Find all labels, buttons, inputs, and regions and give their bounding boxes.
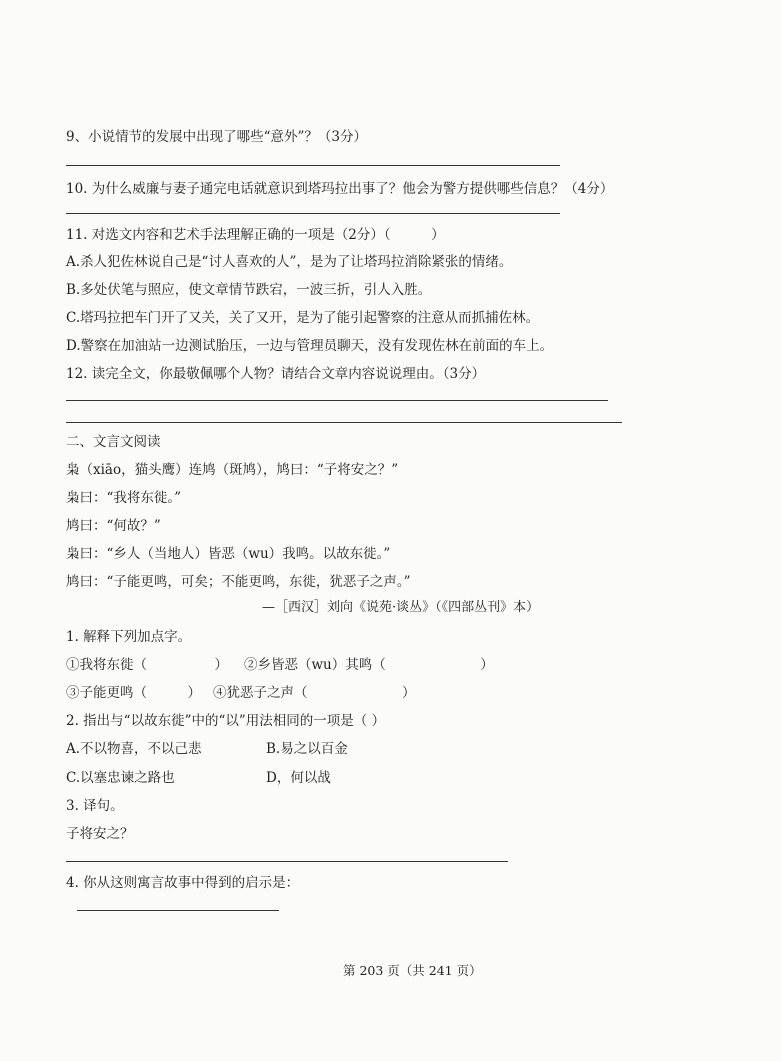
- s2-question-1: 1. 解释下列加点字。: [66, 629, 192, 645]
- q2-option-a[interactable]: A.不以物喜，不以己悲: [66, 741, 202, 757]
- s2-question-4: 4. 你从这则寓言故事中得到的启示是：: [66, 875, 300, 891]
- q1-item-1[interactable]: ①我将东徙（ ）: [66, 657, 228, 673]
- q11-option-d[interactable]: D.警察在加油站一边测试胎压，一边与管理员聊天，没有发现佐林在前面的车上。: [66, 338, 554, 354]
- answer-line-q12-1[interactable]: [66, 400, 608, 401]
- passage-line-5: 鸠曰：“子能更鸣，可矣；不能更鸣，东徙，犹恶子之声。”: [66, 574, 411, 590]
- q2-option-b[interactable]: B.易之以百金: [266, 741, 348, 757]
- q1-item-3[interactable]: ③子能更鸣（ ）: [66, 685, 201, 701]
- question-11: 11. 对选文内容和艺术手法理解正确的一项是（2分）（ ）: [66, 227, 445, 243]
- q1-item-4[interactable]: ④犹恶子之声（ ）: [213, 685, 416, 701]
- q1-item-2[interactable]: ②乡皆恶（wu）其鸣（ ）: [244, 657, 494, 673]
- passage-source: —［西汉］刘向《说苑·谈丛》（《四部丛刊》本）: [262, 600, 540, 615]
- section-heading: 二、文言文阅读: [66, 434, 161, 450]
- answer-line-q9[interactable]: [66, 165, 560, 166]
- q2-option-d[interactable]: D，何以战: [266, 770, 331, 786]
- answer-line-q10[interactable]: [66, 213, 560, 214]
- q11-option-b[interactable]: B.多处伏笔与照应，使文章情节跌宕，一波三折，引人入胜。: [66, 282, 432, 298]
- q11-option-c[interactable]: C.塔玛拉把车门开了又关，关了又开，是为了能引起警察的注意从而抓捕佐林。: [66, 310, 540, 326]
- q11-option-a[interactable]: A.杀人犯佐林说自己是“讨人喜欢的人”，是为了让塔玛拉消除紧张的情绪。: [66, 254, 513, 270]
- question-9: 9、小说情节的发展中出现了哪些“意外”？（3分）: [66, 129, 367, 145]
- s2-question-2: 2. 指出与“以故东徙”中的“以”用法相同的一项是（ ）: [66, 713, 386, 729]
- passage-line-4: 枭曰：“乡人（当地人）皆恶（wu）我鸣。以故东徙。”: [66, 546, 391, 562]
- q3-sentence: 子将安之？: [66, 826, 134, 842]
- passage-line-2: 枭曰：“我将东徙。”: [66, 490, 182, 506]
- q2-option-c[interactable]: C.以塞忠谏之路也: [66, 770, 175, 786]
- passage-line-1: 枭（xiāo，猫头鹰）连鸠（斑鸠），鸠曰：“子将安之？”: [66, 462, 399, 478]
- answer-line-q4[interactable]: [77, 910, 279, 911]
- question-12: 12. 读完全文，你最敬佩哪个人物？请结合文章内容说说理由。（3分）: [66, 366, 486, 382]
- passage-line-3: 鸠曰：“何故？”: [66, 518, 161, 534]
- s2-question-3: 3. 译句。: [66, 798, 124, 814]
- answer-line-q12-2[interactable]: [66, 422, 622, 423]
- page-number: 第 203 页（共 241 页）: [343, 963, 482, 978]
- answer-line-q3[interactable]: [66, 861, 508, 862]
- question-10: 10. 为什么威廉与妻子通完电话就意识到塔玛拉出事了？他会为警方提供哪些信息？（4分）: [66, 181, 614, 197]
